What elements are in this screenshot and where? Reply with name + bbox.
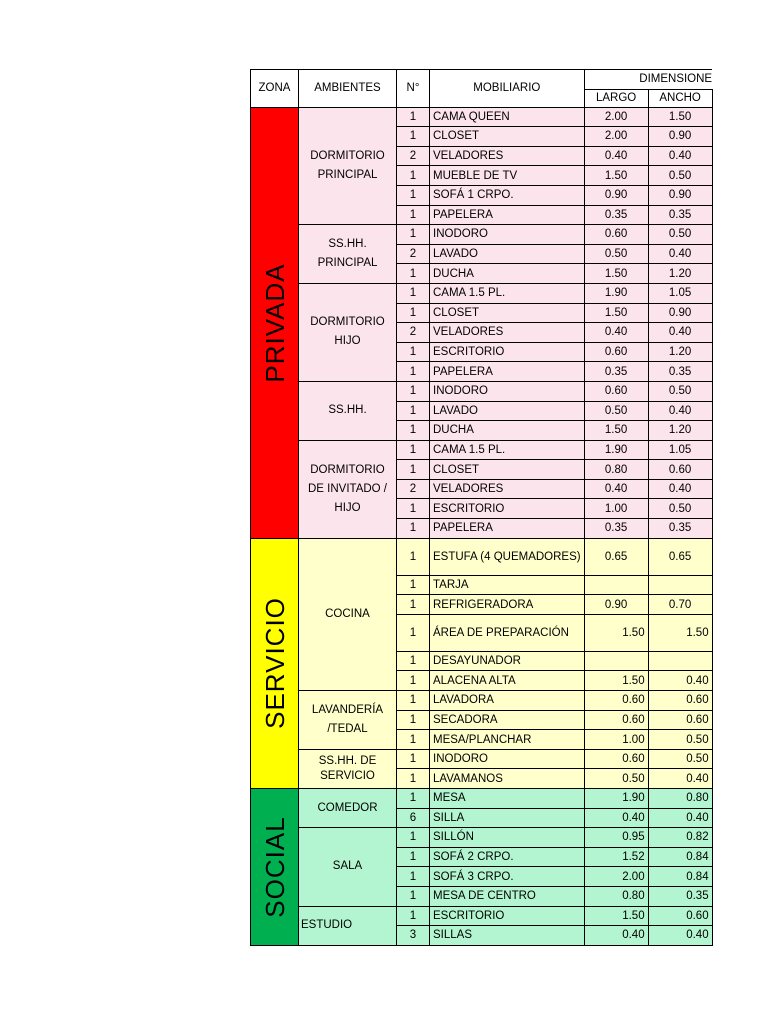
furniture-name-cell: PAPELERA: [430, 362, 585, 382]
largo-cell: [584, 575, 648, 595]
quantity-cell: 1: [397, 575, 430, 595]
quantity-cell: 1: [397, 303, 430, 323]
ancho-cell: 0.40: [648, 323, 712, 343]
furniture-name-cell: SILLAS: [430, 926, 585, 946]
ambiente-cell: DORMITORIO HIJO: [299, 283, 397, 381]
largo-cell: 2.00: [584, 127, 648, 147]
largo-cell: 0.50: [584, 401, 648, 421]
largo-cell: 1.90: [584, 283, 648, 303]
quantity-cell: 1: [397, 789, 430, 809]
ancho-cell: 1.05: [648, 283, 712, 303]
quantity-cell: 1: [397, 342, 430, 362]
ancho-cell: 1.20: [648, 421, 712, 441]
quantity-cell: 1: [397, 421, 430, 441]
largo-cell: 2.00: [584, 867, 648, 887]
furniture-name-cell: LAVADORA: [430, 691, 585, 711]
furniture-name-cell: VELADORES: [430, 323, 585, 343]
ancho-cell: 0.40: [648, 244, 712, 264]
largo-cell: 0.60: [584, 749, 648, 769]
furniture-name-cell: INODORO: [430, 749, 585, 769]
quantity-cell: 1: [397, 867, 430, 887]
ancho-cell: 0.90: [648, 185, 712, 205]
quantity-cell: 1: [397, 499, 430, 519]
ancho-cell: 1.50: [648, 614, 712, 651]
furniture-name-cell: SILLA: [430, 808, 585, 828]
quantity-cell: 1: [397, 906, 430, 926]
quantity-cell: 1: [397, 671, 430, 691]
ancho-cell: 0.90: [648, 127, 712, 147]
ambiente-cell: COMEDOR: [299, 789, 397, 828]
table-row: [251, 691, 713, 711]
furniture-name-cell: LAVADO: [430, 401, 585, 421]
furniture-name-cell: ALACENA ALTA: [430, 671, 585, 691]
largo-cell: 0.50: [584, 769, 648, 789]
ancho-cell: 0.65: [648, 538, 712, 575]
table-body: [251, 107, 713, 945]
ancho-cell: [648, 651, 712, 671]
header-ancho: ANCHO: [648, 89, 712, 107]
ancho-cell: 0.82: [648, 828, 712, 848]
largo-cell: 1.50: [584, 264, 648, 284]
ambiente-cell: SALA: [299, 828, 397, 906]
largo-cell: 0.40: [584, 146, 648, 166]
largo-cell: 0.80: [584, 886, 648, 906]
ancho-cell: 0.50: [648, 499, 712, 519]
quantity-cell: 1: [397, 107, 430, 127]
ancho-cell: 0.40: [648, 926, 712, 946]
furniture-name-cell: MESA/PLANCHAR: [430, 730, 585, 750]
ancho-cell: 0.50: [648, 225, 712, 245]
table-row: [251, 107, 713, 127]
quantity-cell: 1: [397, 614, 430, 651]
ancho-cell: 0.50: [648, 749, 712, 769]
ancho-cell: 0.35: [648, 362, 712, 382]
furniture-name-cell: ÁREA DE PREPARACIÓN: [430, 614, 585, 651]
ancho-cell: 0.40: [648, 146, 712, 166]
ambiente-cell: DORMITORIO DE INVITADO / HIJO: [299, 440, 397, 538]
furniture-name-cell: LAVADO: [430, 244, 585, 264]
quantity-cell: 2: [397, 146, 430, 166]
ancho-cell: 0.70: [648, 595, 712, 615]
furniture-name-cell: VELADORES: [430, 479, 585, 499]
furniture-dimensions-table: [250, 69, 713, 946]
largo-cell: 0.40: [584, 323, 648, 343]
zone-cell: [251, 538, 299, 788]
furniture-name-cell: SOFÁ 3 CRPO.: [430, 867, 585, 887]
largo-cell: 1.50: [584, 421, 648, 441]
quantity-cell: 1: [397, 166, 430, 186]
largo-cell: 2.00: [584, 107, 648, 127]
table-row: [251, 789, 713, 809]
quantity-cell: 3: [397, 926, 430, 946]
ancho-cell: 0.60: [648, 691, 712, 711]
furniture-name-cell: PAPELERA: [430, 205, 585, 225]
quantity-cell: 1: [397, 538, 430, 575]
furniture-name-cell: CAMA QUEEN: [430, 107, 585, 127]
zone-label: SERVICIO: [259, 597, 290, 730]
ancho-cell: 1.20: [648, 264, 712, 284]
quantity-cell: 1: [397, 886, 430, 906]
furniture-name-cell: PAPELERA: [430, 519, 585, 539]
furniture-name-cell: REFRIGERADORA: [430, 595, 585, 615]
ambiente-cell: ESTUDIO: [299, 906, 397, 945]
table-row: [251, 906, 713, 926]
ancho-cell: 0.80: [648, 789, 712, 809]
quantity-cell: 1: [397, 185, 430, 205]
quantity-cell: 1: [397, 127, 430, 147]
header-mobiliario: MOBILIARIO: [430, 70, 585, 108]
largo-cell: 0.95: [584, 828, 648, 848]
furniture-name-cell: ESCRITORIO: [430, 906, 585, 926]
quantity-cell: 1: [397, 730, 430, 750]
furniture-name-cell: MESA: [430, 789, 585, 809]
furniture-name-cell: MUEBLE DE TV: [430, 166, 585, 186]
ancho-cell: [648, 575, 712, 595]
header-zona: ZONA: [251, 70, 299, 108]
largo-cell: 1.00: [584, 730, 648, 750]
furniture-name-cell: CLOSET: [430, 127, 585, 147]
header-dimensiones: DIMENSIONE: [584, 70, 712, 90]
quantity-cell: 1: [397, 460, 430, 480]
header-numero: N°: [397, 70, 430, 108]
largo-cell: 0.40: [584, 926, 648, 946]
ancho-cell: 0.50: [648, 381, 712, 401]
ancho-cell: 0.40: [648, 808, 712, 828]
quantity-cell: 1: [397, 651, 430, 671]
ambiente-cell: SS.HH. PRINCIPAL: [299, 225, 397, 284]
quantity-cell: 1: [397, 749, 430, 769]
furniture-name-cell: VELADORES: [430, 146, 585, 166]
furniture-name-cell: MESA DE CENTRO: [430, 886, 585, 906]
quantity-cell: 1: [397, 519, 430, 539]
quantity-cell: 1: [397, 847, 430, 867]
header-row: [251, 70, 713, 90]
largo-cell: 0.60: [584, 225, 648, 245]
quantity-cell: 1: [397, 595, 430, 615]
ambiente-cell: SS.HH. DE SERVICIO: [299, 749, 397, 788]
ancho-cell: 0.84: [648, 847, 712, 867]
largo-cell: 0.90: [584, 185, 648, 205]
largo-cell: 1.00: [584, 499, 648, 519]
header-ambientes: AMBIENTES: [299, 70, 397, 108]
quantity-cell: 1: [397, 440, 430, 460]
zone-label: SOCIAL: [259, 816, 290, 918]
largo-cell: [584, 651, 648, 671]
zone-cell: [251, 789, 299, 946]
largo-cell: 1.50: [584, 166, 648, 186]
furniture-name-cell: CLOSET: [430, 303, 585, 323]
quantity-cell: 1: [397, 691, 430, 711]
largo-cell: 0.60: [584, 381, 648, 401]
ancho-cell: 0.35: [648, 205, 712, 225]
largo-cell: 0.60: [584, 342, 648, 362]
zone-label: PRIVADA: [259, 263, 290, 383]
largo-cell: 1.90: [584, 440, 648, 460]
largo-cell: 0.35: [584, 519, 648, 539]
furniture-name-cell: CLOSET: [430, 460, 585, 480]
quantity-cell: 1: [397, 828, 430, 848]
ambiente-cell: DORMITORIO PRINCIPAL: [299, 107, 397, 225]
largo-cell: 1.50: [584, 614, 648, 651]
ancho-cell: 0.40: [648, 671, 712, 691]
largo-cell: 1.50: [584, 906, 648, 926]
furniture-name-cell: INODORO: [430, 225, 585, 245]
ancho-cell: 0.60: [648, 906, 712, 926]
furniture-name-cell: ESCRITORIO: [430, 342, 585, 362]
quantity-cell: 1: [397, 769, 430, 789]
largo-cell: 1.50: [584, 303, 648, 323]
quantity-cell: 2: [397, 244, 430, 264]
furniture-name-cell: SOFÁ 2 CRPO.: [430, 847, 585, 867]
quantity-cell: 1: [397, 283, 430, 303]
ancho-cell: 0.35: [648, 886, 712, 906]
ancho-cell: 1.50: [648, 107, 712, 127]
ancho-cell: 0.90: [648, 303, 712, 323]
furniture-name-cell: CAMA 1.5 PL.: [430, 440, 585, 460]
quantity-cell: 2: [397, 323, 430, 343]
zone-cell: [251, 107, 299, 538]
table-row: [251, 283, 713, 303]
furniture-name-cell: SECADORA: [430, 710, 585, 730]
largo-cell: 0.65: [584, 538, 648, 575]
ambiente-cell: LAVANDERÍA /TEDAL: [299, 691, 397, 750]
quantity-cell: 1: [397, 710, 430, 730]
quantity-cell: 1: [397, 362, 430, 382]
table-row: [251, 381, 713, 401]
largo-cell: 0.80: [584, 460, 648, 480]
furniture-name-cell: LAVAMANOS: [430, 769, 585, 789]
ancho-cell: 0.50: [648, 730, 712, 750]
largo-cell: 0.40: [584, 808, 648, 828]
furniture-name-cell: TARJA: [430, 575, 585, 595]
table-row: [251, 538, 713, 575]
furniture-name-cell: CAMA 1.5 PL.: [430, 283, 585, 303]
furniture-name-cell: DUCHA: [430, 421, 585, 441]
furniture-name-cell: SOFÁ 1 CRPO.: [430, 185, 585, 205]
table-row: [251, 749, 713, 769]
quantity-cell: 6: [397, 808, 430, 828]
furniture-name-cell: ESTUFA (4 QUEMADORES): [430, 538, 585, 575]
largo-cell: 0.35: [584, 205, 648, 225]
furniture-name-cell: DUCHA: [430, 264, 585, 284]
table-row: [251, 440, 713, 460]
furniture-name-cell: INODORO: [430, 381, 585, 401]
quantity-cell: 1: [397, 401, 430, 421]
largo-cell: 0.60: [584, 691, 648, 711]
quantity-cell: 1: [397, 381, 430, 401]
ambiente-cell: COCINA: [299, 538, 397, 690]
ancho-cell: 0.60: [648, 460, 712, 480]
furniture-name-cell: SILLÓN: [430, 828, 585, 848]
table-row: [251, 225, 713, 245]
ancho-cell: 1.05: [648, 440, 712, 460]
ambiente-cell: SS.HH.: [299, 381, 397, 440]
ancho-cell: 0.40: [648, 401, 712, 421]
furniture-name-cell: ESCRITORIO: [430, 499, 585, 519]
largo-cell: 0.50: [584, 244, 648, 264]
ancho-cell: 1.20: [648, 342, 712, 362]
quantity-cell: 1: [397, 225, 430, 245]
ancho-cell: 0.60: [648, 710, 712, 730]
largo-cell: 0.60: [584, 710, 648, 730]
largo-cell: 1.90: [584, 789, 648, 809]
largo-cell: 1.50: [584, 671, 648, 691]
header-largo: LARGO: [584, 89, 648, 107]
quantity-cell: 1: [397, 205, 430, 225]
furniture-name-cell: DESAYUNADOR: [430, 651, 585, 671]
ancho-cell: 0.50: [648, 166, 712, 186]
table-row: [251, 828, 713, 848]
largo-cell: 0.35: [584, 362, 648, 382]
ancho-cell: 0.35: [648, 519, 712, 539]
ancho-cell: 0.40: [648, 479, 712, 499]
largo-cell: 1.52: [584, 847, 648, 867]
largo-cell: 0.40: [584, 479, 648, 499]
quantity-cell: 2: [397, 479, 430, 499]
quantity-cell: 1: [397, 264, 430, 284]
ancho-cell: 0.40: [648, 769, 712, 789]
largo-cell: 0.90: [584, 595, 648, 615]
ancho-cell: 0.84: [648, 867, 712, 887]
